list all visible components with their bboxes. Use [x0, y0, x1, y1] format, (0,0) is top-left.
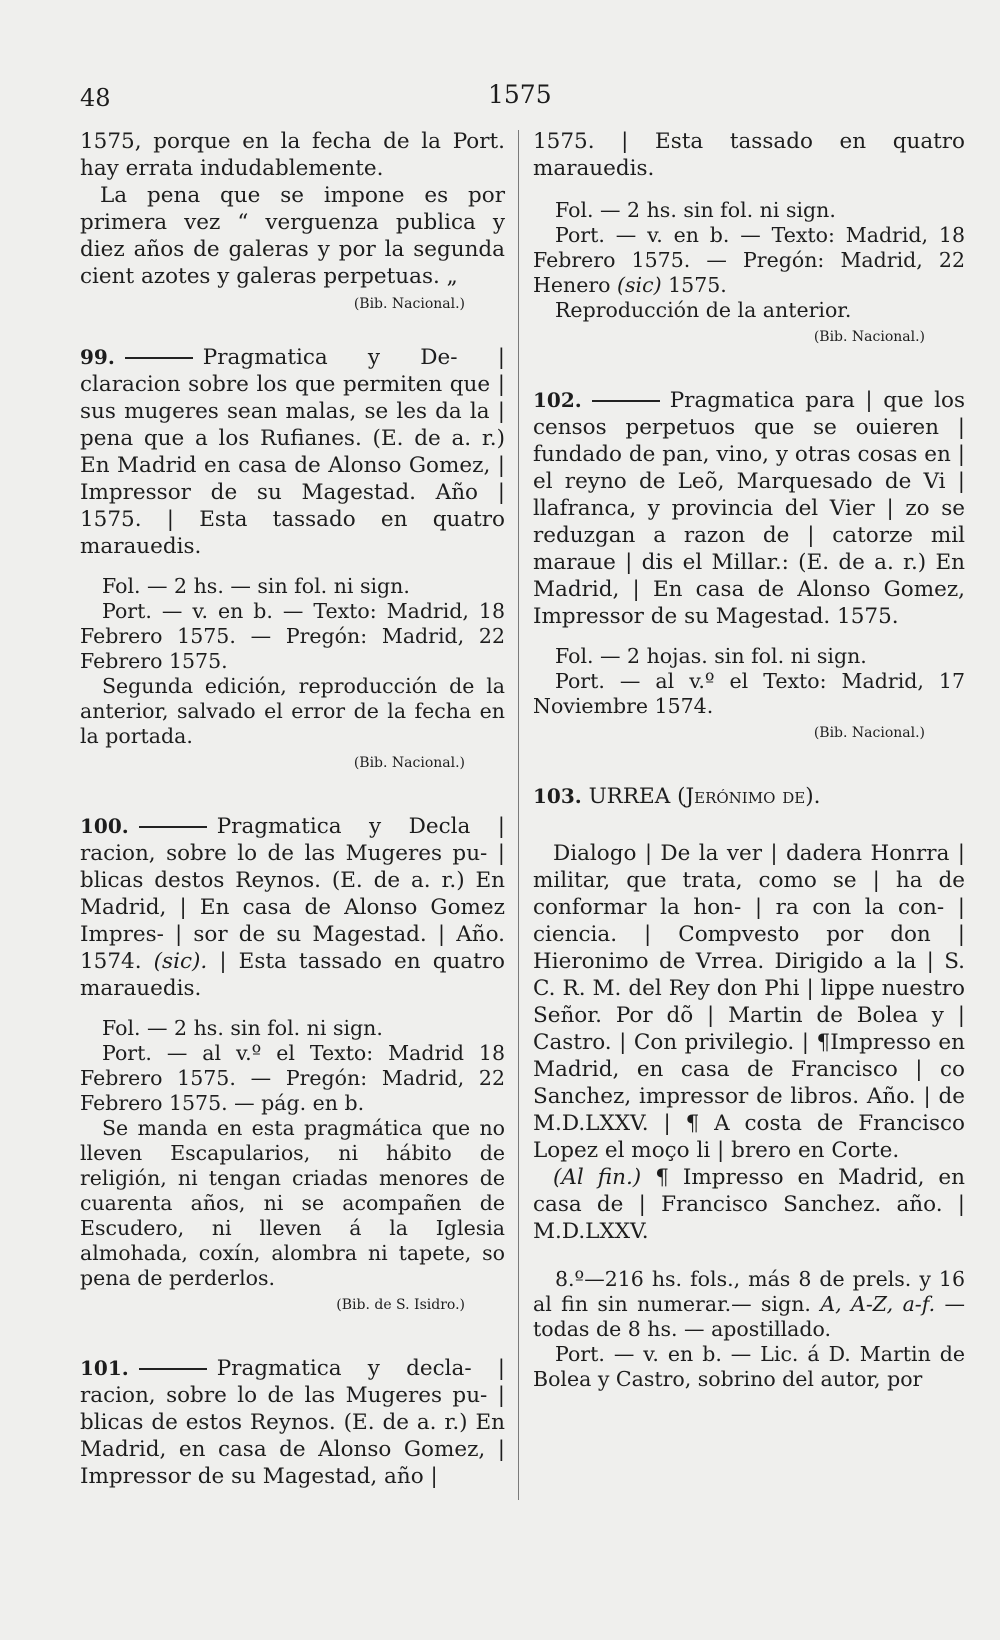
entry-title-text: Pragmatica y Decla | racion, sobre lo de las Mugeres pu- | blicas destos Reynos. (E. de a. r.) En Madrid, | En casa de Alonso Gomez Impres- | sor de su Magestad. | Año. 1574.	[80, 814, 505, 974]
colophon-label: (Al fin.)	[553, 1165, 642, 1190]
entry-number: 102.	[533, 388, 582, 412]
entry-title-text: Pragmatica y decla- | racion, sobre lo de las Mugeres pu- | blicas de estos Reynos. (E. de a. r.) En Madrid, en casa de Alonso Gomez, | Impressor de su Magestad, año |	[80, 1356, 505, 1489]
author-given-name: Jerónimo de	[685, 784, 806, 809]
entry-title-text: | Esta tassado en quatro marauedis.	[80, 949, 505, 1001]
format-line: Fol. — 2 hs. sin fol. ni sign.	[555, 198, 836, 222]
format-line: Fol. — 2 hs. — sin fol. ni sign.	[102, 574, 410, 598]
entry-description	[80, 1016, 505, 1291]
note-line: Se manda en esta pragmática que no lleven Escapularios, ni hábito de religión, ni tengan criadas menores de cuarenta años, ni se acompañen de Escudero, ni lleven á la Iglesia almohada, coxín, alombra ni tapete, so pena de perderlos.	[80, 1116, 505, 1290]
library-source: (Bib. Nacional.)	[353, 296, 465, 312]
entry-title-text: Dialogo | De la ver | dadera Honrra | militar, que trata, como se | ha de conformar la hon- | ra con la con- | ciencia. | Compvesto por don | Hieronimo de Vrrea. Dirigido a la | S. C. R. M. del Rey don Phi | lippe nuestro Señor. Por dõ | Martin de Bolea y | Castro. | Con privilegio. | ¶Impresso en Madrid, en casa de Francisco | co Sanchez, impressor de libros. Año. | de M.D.LXXV. | ¶ A costa de Francisco Lopez el moço li | brero en Corte.	[533, 841, 965, 1163]
entry-rule	[139, 1368, 207, 1370]
contents-line: Port. — al v.º el Texto: Madrid 18 Febrero 1575. — Pregón: Madrid, 22 Febrero 1575. — pág. en b.	[80, 1041, 505, 1115]
entry-description	[533, 1267, 965, 1392]
page-number: 48	[80, 84, 111, 112]
continuation-paragraph: 1575. | Esta tassado en quatro marauedis.	[533, 129, 965, 181]
entry-number: 103.	[533, 784, 582, 808]
contents-text: 1575.	[668, 273, 727, 297]
colophon-text: ¶ Impresso en Madrid, en casa de | Francisco Sanchez. año. | M.D.LXXV.	[533, 1165, 965, 1244]
continuation-paragraph: La pena que se impone es por primera vez “ verguenza publica y diez años de galeras y por la segunda cient azotes y galeras perpetuas. „	[80, 183, 505, 289]
entry-rule	[139, 826, 207, 828]
colophon	[533, 1164, 965, 1245]
sic-note: (sic)	[617, 273, 662, 297]
library-source: (Bib. Nacional.)	[813, 329, 925, 345]
entry-number: 99.	[80, 345, 115, 369]
library-source: (Bib. Nacional.)	[813, 725, 925, 741]
note-line: Segunda edición, reproducción de la anterior, salvado el error de la fecha en la portada.	[80, 674, 505, 748]
contents-line: Port. — v. en b. — Lic. á D. Martin de Bolea y Castro, sobrino del autor, por	[533, 1342, 965, 1391]
author-surname: URREA (	[588, 784, 686, 809]
catalog-entry-99	[80, 344, 505, 773]
entry-description	[80, 574, 505, 749]
catalog-entry-101	[80, 1355, 505, 1490]
catalog-entry-100	[80, 813, 505, 1315]
contents-line: Port. — al v.º el Texto: Madrid, 17 Noviembre 1574.	[533, 669, 965, 718]
entry-title-text: Pragmatica para | que los censos perpetuos que se ouieren | fundado de pan, vino, y otras cosas en | el reyno de Leõ, Marquesado de Vi | llafranca, y provincia del Vier | zo se reduzgan a razon de | catorze mil maraue | dis el Millar.: (E. de a. r.) En Madrid, | En casa de Alonso Gomez, Impressor de su Magestad. 1575.	[533, 388, 965, 629]
entry-title-text: Pragmatica y De- | claracion sobre los que permiten que | sus mugeres sean malas, se les da la | pena que a los Rufianes. (E. de a. r.) En Madrid en casa de Alonso Gomez, | Impressor de su Magestad. Año | 1575. | Esta tassado en quatro marauedis.	[80, 345, 505, 559]
column-divider	[518, 130, 519, 1500]
format-line	[533, 1267, 965, 1342]
entry-number: 100.	[80, 814, 129, 838]
continuation-paragraph: 1575, porque en la fecha de la Port. hay errata indudablemente.	[80, 129, 505, 181]
right-column	[533, 128, 965, 1392]
running-header-year: 1575	[488, 80, 552, 109]
entry-rule	[125, 357, 193, 359]
author-close: ).	[805, 784, 821, 809]
left-column	[80, 128, 505, 1490]
entry-rule	[592, 400, 660, 402]
signature-range: A, A-Z, a-f.	[820, 1292, 936, 1316]
catalog-entry-102	[533, 387, 965, 743]
library-source: (Bib. Nacional.)	[353, 755, 465, 771]
format-text: 8.º—216 hs. fols., más 8 de prels. y 16 al fin sin numerar.— sign.	[533, 1267, 965, 1316]
format-line: Fol. — 2 hs. sin fol. ni sign.	[102, 1016, 383, 1040]
author-heading	[533, 783, 965, 810]
entry-description	[533, 198, 965, 323]
entry-number: 101.	[80, 1356, 129, 1380]
catalog-entry-103	[533, 783, 965, 1392]
library-source: (Bib. de S. Isidro.)	[336, 1297, 465, 1313]
format-text: — todas de 8 hs. — apostillado.	[533, 1292, 965, 1341]
sic-note: (sic).	[153, 949, 208, 974]
contents-text: Port. — v. en b. — Texto: Madrid, 18 Febrero 1575. — Pregón: Madrid, 22 Henero	[533, 223, 965, 297]
entry-description	[533, 644, 965, 719]
format-line: Fol. — 2 hojas. sin fol. ni sign.	[555, 644, 867, 668]
note-line: Reproducción de la anterior.	[555, 298, 852, 322]
contents-line: Port. — v. en b. — Texto: Madrid, 18 Febrero 1575. — Pregón: Madrid, 22 Febrero 1575.	[80, 599, 505, 673]
contents-line	[533, 223, 965, 298]
